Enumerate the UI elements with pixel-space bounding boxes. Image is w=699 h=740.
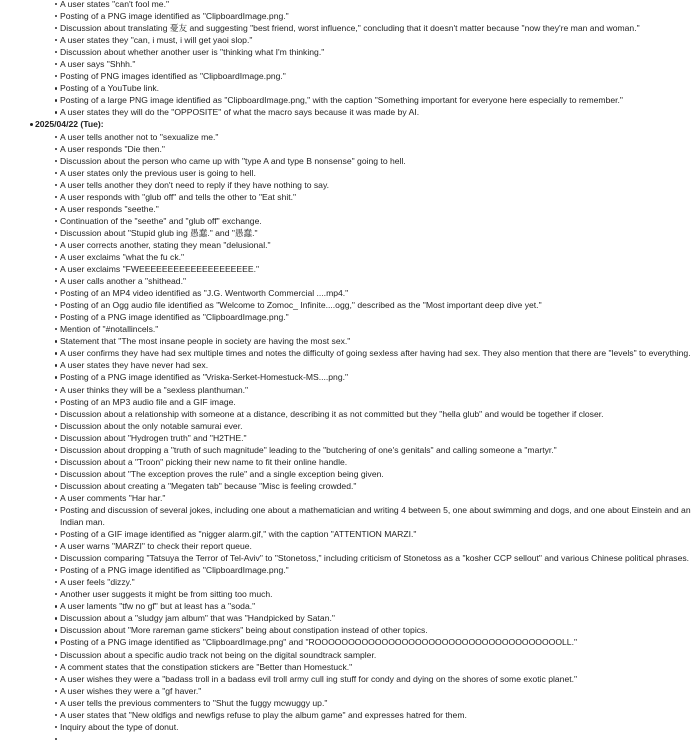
list-item: Discussion about "Stupid glub ing 愚蠢." and "愚蠢." — [0, 227, 699, 239]
list-item: Statement that "The most insane people in society are having the most sex." — [0, 335, 699, 347]
list-item: A user exclaims "what the fu ck." — [0, 251, 699, 263]
list-item: A user says "Shhh." — [0, 58, 699, 70]
list-item: A user responds "Die then." — [0, 143, 699, 155]
list-item: Discussion about a relationship with someone at a distance, describing it as not committed but they "hella glub" and would be together if closer. — [0, 408, 699, 420]
list-item: Posting of a YouTube link. — [0, 82, 699, 94]
summary-list-previous — [0, 0, 699, 118]
list-item: A user corrects another, stating they mean "delusional." — [0, 239, 699, 251]
list-item: Posting and discussion of several jokes, including one about a mathematician and writing 4 between 5, one about swimming and dogs, and one about Einstein and an Indian man. — [0, 504, 699, 528]
list-item: Discussion about the only notable samurai ever. — [0, 420, 699, 432]
list-item: Posting of an MP4 video identified as "J.G. Wentworth Commercial ....mp4." — [0, 287, 699, 299]
list-item: Posting of a PNG image identified as "ClipboardImage.png." — [0, 311, 699, 323]
list-item: Posting of a PNG image identified as "ClipboardImage.png." — [0, 10, 699, 22]
list-item: A user wishes they were a "gf haver." — [0, 685, 699, 697]
list-item: Discussion about "The exception proves the rule" and a single exception being given. — [0, 468, 699, 480]
list-item: A user feels "dizzy." — [0, 576, 699, 588]
list-item: A user tells the previous commenters to "Shut the fuggy mcwuggy up." — [0, 697, 699, 709]
list-item: A user exclaims "FWEEEEEEEEEEEEEEEEEEEE." — [0, 263, 699, 275]
list-item: A user states "can't fool me." — [0, 0, 699, 10]
list-item: Posting of a PNG image identified as "ClipboardImage.png" and "ROOOOOOOOOOOOOOOOOOOOOOOOOOOOOOOOOOOOOLL." — [0, 636, 699, 648]
list-item: A user warns "MARZI" to check their report queue. — [0, 540, 699, 552]
list-item: Discussion about the person who came up with "type A and type B nonsense" going to hell. — [0, 155, 699, 167]
list-item: Discussion about creating a "Megaten tab" because "Misc is feeling crowded." — [0, 480, 699, 492]
list-item: Discussion comparing "Tatsuya the Terror of Tel-Aviv" to "Stonetoss," including criticism of Stonetoss as a "kosher CCP sellout" and various Chinese political phrases. — [0, 552, 699, 564]
list-item: A user responds with "glub off" and tells the other to "Eat shit." — [0, 191, 699, 203]
list-item: A user states only the previous user is going to hell. — [0, 167, 699, 179]
date-section-list — [0, 118, 699, 130]
list-item: A user tells another they don't need to reply if they have nothing to say. — [0, 179, 699, 191]
list-item: A user confirms they have had sex multiple times and notes the difficulty of going sexless after having had sex. They also mention that there are "levels" to everything. — [0, 347, 699, 359]
list-item: A user comments "Har har." — [0, 492, 699, 504]
list-item: Inquiry about the type of donut. — [0, 721, 699, 733]
list-item: Posting of a PNG image identified as "ClipboardImage.png." — [0, 564, 699, 576]
list-item: A user responds "seethe." — [0, 203, 699, 215]
list-item: Discussion about a "sludgy jam album" that was "Handpicked by Satan." — [0, 612, 699, 624]
list-item: Discussion about a "Troon" picking their new name to fit their online handle. — [0, 456, 699, 468]
list-item: A user states that "New oldfigs and newfigs refuse to play the album game" and expresses hatred for them. — [0, 709, 699, 721]
list-item: Posting of PNG images identified as "ClipboardImage.png." — [0, 70, 699, 82]
list-item: A comment states that the constipation stickers are "Better than Homestuck." — [0, 661, 699, 673]
date-heading: 2025/04/22 (Tue): — [0, 118, 699, 130]
list-item: Mention of "#notallincels." — [0, 323, 699, 335]
list-item: A user thinks they will be a "sexless planthuman." — [0, 384, 699, 396]
list-item: Posting of an Ogg audio file identified as "Welcome to Zomoc_ Infinite....ogg," described as the "Most important deep dive yet." — [0, 299, 699, 311]
list-item: Discussion about a specific audio track not being on the digital soundtrack sampler. — [0, 649, 699, 661]
list-item: Posting of a PNG image identified as "Vriska-Serket-Homestuck-MS....png." — [0, 371, 699, 383]
list-item: Discussion about whether another user is "thinking what I'm thinking." — [0, 46, 699, 58]
list-item: A user tells another not to "sexualize me." — [0, 131, 699, 143]
list-item: A user calls another a "shithead." — [0, 275, 699, 287]
list-item: A user wishes they were a "badass troll in a badass evil troll army cull ing stuff for condy and dying on the shores of some exotic planet." — [0, 673, 699, 685]
list-item: Continuation of the "seethe" and "glub off" exchange. — [0, 215, 699, 227]
list-item: A user states they have never had sex. — [0, 359, 699, 371]
list-item: Discussion about "Hydrogen truth" and "H2THE." — [0, 432, 699, 444]
summary-list-2025-04-22 — [0, 131, 699, 733]
list-item: Another user suggests it might be from sitting too much. — [0, 588, 699, 600]
list-item: Posting of an MP3 audio file and a GIF image. — [0, 396, 699, 408]
list-item: Discussion about "More rareman game stickers" being about constipation instead of other topics. — [0, 624, 699, 636]
list-item: Discussion about dropping a "truth of such magnitude" leading to the "butchering of one's genitals" and calling someone a "martyr." — [0, 444, 699, 456]
list-item: Posting of a large PNG image identified as "ClipboardImage.png," with the caption "Something important for everyone here especially to remember." — [0, 94, 699, 106]
list-item: A user states they will do the "OPPOSITE" of what the macro says because it was made by AI. — [0, 106, 699, 118]
list-item: A user states they "can, i must, i will get yaoi slop." — [0, 34, 699, 46]
list-item: Posting of a GIF image identified as "nigger alarm.gif," with the caption "ATTENTION MARZI." — [0, 528, 699, 540]
list-item: Discussion about translating 憂友 and suggesting "best friend, worst influence," concluding that it doesn't matter because "now they're man and woman." — [0, 22, 699, 34]
list-item: A user laments "tfw no gf" but at least has a "soda." — [0, 600, 699, 612]
